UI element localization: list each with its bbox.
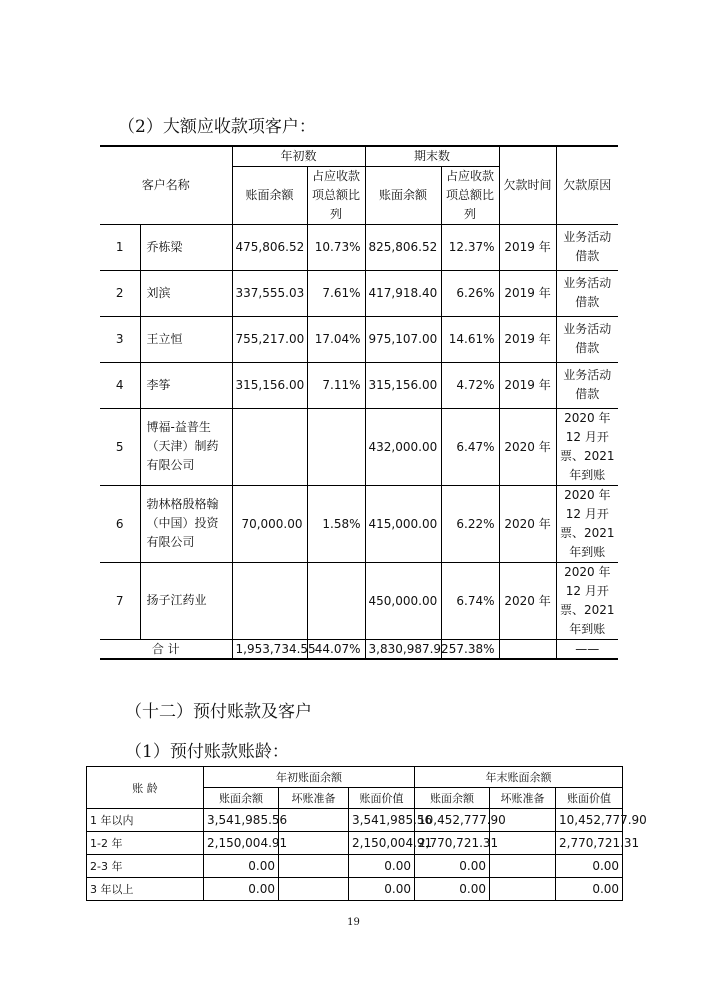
- begin-percent: 17.04%: [307, 316, 365, 362]
- header-begin-balance: 账面余额: [204, 788, 279, 809]
- age-label: 1-2 年: [87, 832, 204, 855]
- begin-percent: [307, 408, 365, 485]
- page-number: 19: [347, 917, 360, 928]
- total-begin-amount: 1,953,734.55: [232, 639, 307, 659]
- end-bad-debt: [490, 855, 556, 878]
- header-begin-bad-debt: 坏账准备: [279, 788, 349, 809]
- age-label: 3 年以上: [87, 878, 204, 901]
- begin-balance: 0.00: [204, 855, 279, 878]
- begin-amount: 70,000.00: [232, 485, 307, 562]
- table-row: [87, 855, 623, 878]
- end-percent: 4.72%: [441, 362, 499, 408]
- debt-reason: 2020 年12 月开票、2021年到账: [556, 562, 618, 639]
- debt-time: 2019 年: [499, 224, 556, 270]
- begin-bad-debt: [279, 855, 349, 878]
- end-balance: 10,452,777.90: [415, 809, 490, 832]
- row-number: 4: [100, 362, 140, 408]
- debt-time: 2019 年: [499, 362, 556, 408]
- header-customer-name: 客户名称: [100, 146, 232, 224]
- table-row: [100, 270, 618, 316]
- header-end-book-balance: 年末账面余额: [415, 767, 623, 788]
- debt-time: 2020 年: [499, 562, 556, 639]
- end-balance: 0.00: [415, 878, 490, 901]
- subsection-title-prepayment-aging: （1）预付账款账龄：: [125, 742, 289, 762]
- customer-name: 乔栋梁: [140, 224, 232, 270]
- end-percent: 6.74%: [441, 562, 499, 639]
- end-amount: 450,000.00: [365, 562, 441, 639]
- customer-name: 李筝: [140, 362, 232, 408]
- end-value: 10,452,777.90: [556, 809, 623, 832]
- begin-value: 0.00: [349, 855, 415, 878]
- table-row: [87, 878, 623, 901]
- customer-name: 王立恒: [140, 316, 232, 362]
- header-age: 账 龄: [87, 767, 204, 809]
- end-balance: 0.00: [415, 855, 490, 878]
- begin-amount: [232, 408, 307, 485]
- total-label: 合 计: [100, 639, 232, 659]
- begin-balance: 2,150,004.91: [204, 832, 279, 855]
- header-end-ratio: 占应收款项总额比列: [441, 166, 499, 224]
- row-number: 5: [100, 408, 140, 485]
- end-amount: 975,107.00: [365, 316, 441, 362]
- end-value: 2,770,721.31: [556, 832, 623, 855]
- header-end-balance: 账面余额: [365, 166, 441, 224]
- begin-amount: [232, 562, 307, 639]
- table-row: [100, 562, 618, 639]
- row-number: 6: [100, 485, 140, 562]
- header-begin-balance: 账面余额: [232, 166, 307, 224]
- total-begin-percent: 44.07%: [307, 639, 365, 659]
- header-reason: 欠款原因: [556, 146, 618, 224]
- header-begin-book-balance: 年初账面余额: [204, 767, 415, 788]
- debt-time: 2020 年: [499, 485, 556, 562]
- end-value: 0.00: [556, 855, 623, 878]
- header-end-balance: 账面余额: [415, 788, 490, 809]
- begin-balance: 0.00: [204, 878, 279, 901]
- row-number: 1: [100, 224, 140, 270]
- begin-percent: 1.58%: [307, 485, 365, 562]
- row-number: 7: [100, 562, 140, 639]
- begin-amount: 475,806.52: [232, 224, 307, 270]
- debt-reason: 业务活动借款: [556, 316, 618, 362]
- begin-percent: 10.73%: [307, 224, 365, 270]
- table-row: [100, 224, 618, 270]
- begin-balance: 3,541,985.56: [204, 809, 279, 832]
- begin-percent: [307, 562, 365, 639]
- debt-time: 2019 年: [499, 316, 556, 362]
- end-bad-debt: [490, 832, 556, 855]
- debt-reason: 2020 年12 月开票、2021年到账: [556, 485, 618, 562]
- debt-reason: 业务活动借款: [556, 270, 618, 316]
- prepayment-aging-table: [86, 766, 647, 901]
- begin-percent: 7.11%: [307, 362, 365, 408]
- header-age: 欠款时间: [499, 146, 556, 224]
- begin-value: 0.00: [349, 878, 415, 901]
- end-percent: 6.26%: [441, 270, 499, 316]
- debt-time: 2019 年: [499, 270, 556, 316]
- header-end: 期末数: [365, 146, 499, 166]
- table-row: [100, 316, 618, 362]
- section-title-large-receivables: （2）大额应收款项客户：: [118, 117, 316, 137]
- total-reason: ——: [556, 639, 618, 659]
- age-label: 2-3 年: [87, 855, 204, 878]
- end-amount: 315,156.00: [365, 362, 441, 408]
- table-row: [100, 362, 618, 408]
- end-percent: 12.37%: [441, 224, 499, 270]
- table-row: [87, 832, 623, 855]
- header-end-bad-debt: 坏账准备: [490, 788, 556, 809]
- age-label: 1 年以内: [87, 809, 204, 832]
- begin-bad-debt: [279, 809, 349, 832]
- end-amount: 417,918.40: [365, 270, 441, 316]
- total-row: [100, 639, 618, 659]
- debt-reason: 业务活动借款: [556, 224, 618, 270]
- end-percent: 6.22%: [441, 485, 499, 562]
- end-amount: 415,000.00: [365, 485, 441, 562]
- total-end-percent: 57.38%: [441, 639, 499, 659]
- end-percent: 14.61%: [441, 316, 499, 362]
- table-row: [100, 485, 618, 562]
- table-row: [100, 408, 618, 485]
- end-amount: 432,000.00: [365, 408, 441, 485]
- header-begin-value: 账面价值: [349, 788, 415, 809]
- end-amount: 825,806.52: [365, 224, 441, 270]
- begin-bad-debt: [279, 878, 349, 901]
- row-number: 3: [100, 316, 140, 362]
- total-time: [499, 639, 556, 659]
- customer-name: 扬子江药业: [140, 562, 232, 639]
- begin-value: 2,150,004.91: [349, 832, 415, 855]
- customer-name: 刘滨: [140, 270, 232, 316]
- header-begin: 年初数: [232, 146, 365, 166]
- end-value: 0.00: [556, 878, 623, 901]
- begin-percent: 7.61%: [307, 270, 365, 316]
- begin-value: 3,541,985.56: [349, 809, 415, 832]
- begin-bad-debt: [279, 832, 349, 855]
- row-number: 2: [100, 270, 140, 316]
- debt-reason: 业务活动借款: [556, 362, 618, 408]
- begin-amount: 337,555.03: [232, 270, 307, 316]
- customer-name: 博福-益普生（天津）制药有限公司: [140, 408, 232, 485]
- end-balance: 2,770,721.31: [415, 832, 490, 855]
- section-title-prepayments: （十二）预付账款及客户: [125, 702, 312, 722]
- begin-amount: 315,156.00: [232, 362, 307, 408]
- begin-amount: 755,217.00: [232, 316, 307, 362]
- end-bad-debt: [490, 878, 556, 901]
- customer-name: 勃林格殷格翰（中国）投资有限公司: [140, 485, 232, 562]
- debt-time: 2020 年: [499, 408, 556, 485]
- total-end-amount: 3,830,987.92: [365, 639, 441, 659]
- large-receivables-table: [100, 145, 618, 660]
- header-end-value: 账面价值: [556, 788, 623, 809]
- header-begin-ratio: 占应收款项总额比列: [307, 166, 365, 224]
- debt-reason: 2020 年12 月开票、2021年到账: [556, 408, 618, 485]
- table-row: [87, 809, 623, 832]
- end-percent: 6.47%: [441, 408, 499, 485]
